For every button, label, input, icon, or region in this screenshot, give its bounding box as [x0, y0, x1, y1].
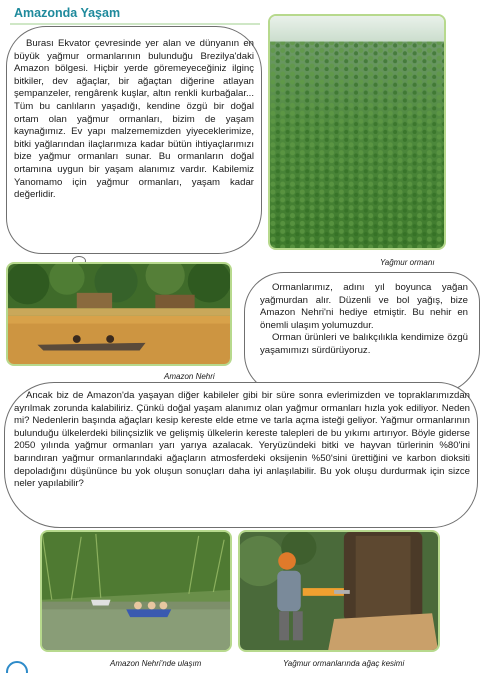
river-transport-photo	[40, 530, 232, 652]
intro-paragraph: Burası Ekvator çevresinde yer alan ve dünyanın en büyük yağmur ormanlarının bulunduğu Brezilya'daki Amazon bölgesi. Hiçbir yerde göremeyeceğiniz ilginç bitkiler, dev ağaçlar, bir ağaçtan diğerine atlayan şempanzeler, rengârenk kuşlar, altın renkli kurbağalar... Tüm bu canlıların yaşadığı, kendine özgü bir doğal ortam olan yağmur ormanları, bizim de yaşam kaynağımız. Ev yapı malzememizden yiyeceklerimize, bitki yağlarından ilaçlarımıza kadar bütün ihtiyaçlarımızı bize yağmur ormanları sunar. Bu ormanların doğal ortamına uygun bir yaşam alanımız vardır. Kabilemiz Yanomamo için yağmur ormanları, yaşam kadar değerlidir.	[14, 38, 254, 201]
rainforest-image	[270, 16, 444, 248]
river-transport-image	[42, 532, 230, 650]
caption-river: Amazon Nehri	[164, 372, 215, 381]
deforestation-text	[14, 390, 470, 491]
logging-photo	[238, 530, 440, 652]
river-text	[260, 282, 468, 358]
river-paragraph-1: Ormanlarımız, adını yıl boyunca yağan yağmurdan alır. Düzenli ve bol yağış, bize Amazon Nehri'ni hediye etmiştir. Bu nehir en önemli ulaşım yolumuzdur.	[260, 282, 468, 331]
logging-image	[240, 532, 438, 650]
page-title: Amazonda Yaşam	[14, 6, 121, 20]
caption-river-transport: Amazon Nehri'nde ulaşım	[110, 659, 202, 668]
deforestation-paragraph: Ancak biz de Amazon'da yaşayan diğer kabileler gibi bir süre sonra evlerimizden ve topraklarımızdan ayrılmak zorunda kalabiliriz. Çünkü doğal yaşam alanımız olan yağmur ormanları hızla yok ediliyor. Neden mi? Nedenlerin başında ağaçları kesip kereste elde etme ve tarla açma isteği geliyor. Yağmur ormanlarının bulunduğu ülkelerdeki bilinçsizlik ve gelişmiş ülkelerin kereste talepleri de bu yıkımı artırıyor. Böyle giderse 2050 yılında yağmur ormanları yarı yarıya azalacak. Yeryüzündeki bitki ve hayvan türlerinin %80'ini barındıran yağmur ormanlarındaki ağaçların atmosferdeki oksijenin %50'sini ürettiğini ve karbon dioksiti depoladığını düşününce bu yok oluşun sonuçları daha iyi anlaşılabilir. Bu yok oluşu durdurmak için sizce neler yapılabilir?	[14, 390, 470, 490]
river-photo	[6, 262, 232, 366]
page-number-circle-icon	[6, 661, 28, 673]
rainforest-photo	[268, 14, 446, 250]
river-paragraph-2: Orman ürünleri ve balıkçılıkla kendimize özgü yaşamımızı sürdürüyoruz.	[260, 332, 468, 356]
caption-logging: Yağmur ormanlarında ağaç kesimi	[283, 659, 405, 668]
river-image	[8, 264, 230, 364]
title-underline	[10, 23, 260, 25]
caption-rainforest: Yağmur ormanı	[380, 258, 435, 267]
intro-text	[14, 38, 254, 202]
